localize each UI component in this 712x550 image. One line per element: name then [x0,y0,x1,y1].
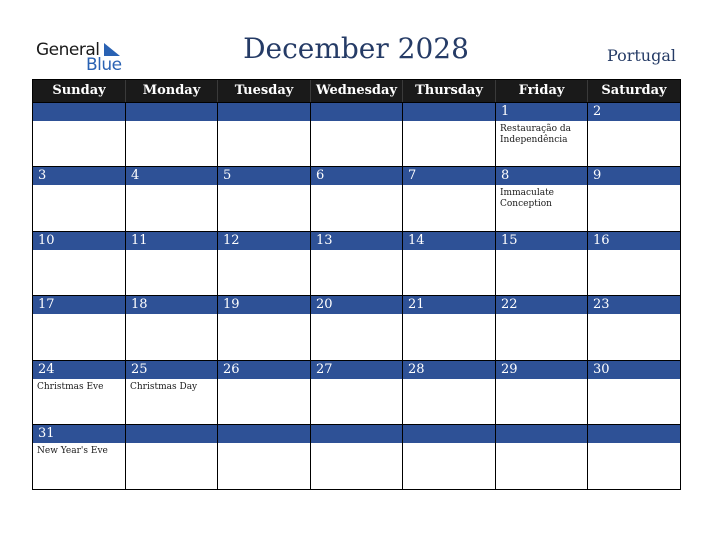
day-cell[interactable] [126,166,218,231]
day-header-bar [33,296,125,314]
week-row [33,360,680,425]
day-number: 11 [131,233,148,248]
day-cell[interactable] [403,166,496,231]
day-number: 8 [501,168,510,183]
weekday-header-tuesday: Tuesday [218,80,311,102]
day-cell[interactable] [33,360,126,425]
day-number: 12 [223,233,240,248]
day-header-bar [311,232,402,250]
day-cell[interactable] [126,424,218,489]
day-header-bar [126,103,217,121]
day-number: 24 [38,362,55,377]
day-header-bar [403,167,495,185]
holiday-label: Christmas Day [130,382,198,392]
day-number: 18 [131,297,148,312]
weekday-header [33,80,680,102]
day-number: 5 [223,168,232,183]
day-cell[interactable] [403,102,496,167]
week-row [33,295,680,360]
day-number: 22 [501,297,518,312]
day-header-bar [496,103,587,121]
day-cell[interactable] [588,166,680,231]
day-number: 13 [316,233,333,248]
day-header-bar [588,361,680,379]
day-number: 1 [501,104,510,119]
day-header-bar [218,167,310,185]
day-cell[interactable] [218,231,311,296]
weekday-header-wednesday: Wednesday [311,80,403,102]
weekday-header-sunday: Sunday [33,80,126,102]
holiday-label: New Year's Eve [37,446,108,456]
day-header-bar [588,232,680,250]
day-header-bar [496,425,587,443]
day-header-bar [403,361,495,379]
day-number: 6 [316,168,325,183]
day-number: 20 [316,297,333,312]
day-number: 4 [131,168,140,183]
month-calendar [32,79,681,490]
day-number: 28 [408,362,425,377]
day-header-bar [218,103,310,121]
day-header-bar [126,361,217,379]
day-cell[interactable] [496,231,588,296]
weekday-header-thursday: Thursday [403,80,496,102]
day-cell[interactable] [218,295,311,360]
day-header-bar [588,425,680,443]
day-cell[interactable] [33,295,126,360]
day-header-bar [496,232,587,250]
week-row [33,231,680,296]
day-number: 23 [593,297,610,312]
day-header-bar [588,167,680,185]
day-header-bar [496,361,587,379]
week-row [33,102,680,167]
day-header-bar [126,167,217,185]
day-header-bar [496,167,587,185]
day-cell[interactable] [311,295,403,360]
day-number: 17 [38,297,55,312]
day-cell[interactable] [496,360,588,425]
day-cell[interactable] [126,102,218,167]
day-cell[interactable] [218,424,311,489]
day-header-bar [218,232,310,250]
day-header-bar [311,296,402,314]
day-header-bar [218,296,310,314]
day-cell[interactable] [588,360,680,425]
weekday-header-friday: Friday [496,80,588,102]
logo-word-general: General [36,40,100,60]
day-cell[interactable] [311,166,403,231]
week-row [33,166,680,231]
day-header-bar [588,296,680,314]
day-cell[interactable] [33,166,126,231]
day-header-bar [403,425,495,443]
day-cell[interactable] [311,102,403,167]
day-cell[interactable] [218,360,311,425]
day-number: 25 [131,362,148,377]
day-header-bar [311,167,402,185]
weekday-header-saturday: Saturday [601,83,667,98]
week-row [33,424,680,489]
day-cell[interactable] [33,424,126,489]
day-header-bar [496,296,587,314]
day-cell[interactable] [403,231,496,296]
day-header-bar [588,103,680,121]
day-number: 14 [408,233,425,248]
weekday-header-monday: Monday [126,80,218,102]
day-number: 27 [316,362,333,377]
day-header-bar [218,361,310,379]
country-label: Portugal [606,46,676,65]
day-header-bar [311,361,402,379]
day-number: 16 [593,233,610,248]
day-header-bar [403,103,495,121]
calendar-title: December 2028 [243,32,469,65]
day-number: 30 [593,362,610,377]
day-cell[interactable] [403,360,496,425]
day-header-bar [33,361,125,379]
day-header-bar [33,425,125,443]
day-number: 2 [593,104,602,119]
day-header-bar [33,232,125,250]
holiday-label: Restauração da Independência [500,124,571,145]
day-cell[interactable] [588,424,680,489]
day-header-bar [403,296,495,314]
day-cell[interactable] [218,102,311,167]
day-number: 3 [38,168,47,183]
day-number: 21 [408,297,425,312]
day-header-bar [126,232,217,250]
day-cell[interactable] [126,231,218,296]
day-header-bar [403,232,495,250]
day-cell[interactable] [588,102,680,167]
day-header-bar [311,103,402,121]
day-cell[interactable] [588,231,680,296]
day-cell[interactable] [496,166,588,231]
day-cell[interactable] [496,424,588,489]
day-cell[interactable] [496,102,588,167]
day-cell[interactable] [403,424,496,489]
day-header-bar [311,425,402,443]
day-cell[interactable] [33,231,126,296]
day-number: 19 [223,297,240,312]
day-cell[interactable] [218,166,311,231]
day-header-bar [218,425,310,443]
day-number: 9 [593,168,602,183]
day-number: 15 [501,233,518,248]
day-header-bar [126,425,217,443]
day-cell[interactable] [403,295,496,360]
day-number: 29 [501,362,518,377]
day-header-bar [33,167,125,185]
day-cell[interactable] [588,295,680,360]
day-header-bar [126,296,217,314]
day-number: 31 [38,426,55,441]
day-cell[interactable] [126,295,218,360]
day-cell[interactable] [311,424,403,489]
day-cell[interactable] [311,231,403,296]
day-cell[interactable] [311,360,403,425]
day-number: 7 [408,168,417,183]
day-cell[interactable] [33,102,126,167]
day-number: 26 [223,362,240,377]
holiday-label: Christmas Eve [37,382,104,392]
logo-word-blue: Blue [86,55,122,75]
day-cell[interactable] [496,295,588,360]
day-number: 10 [38,233,55,248]
holiday-label: Immaculate Conception [500,188,555,209]
day-header-bar [33,103,125,121]
day-cell[interactable] [126,360,218,425]
